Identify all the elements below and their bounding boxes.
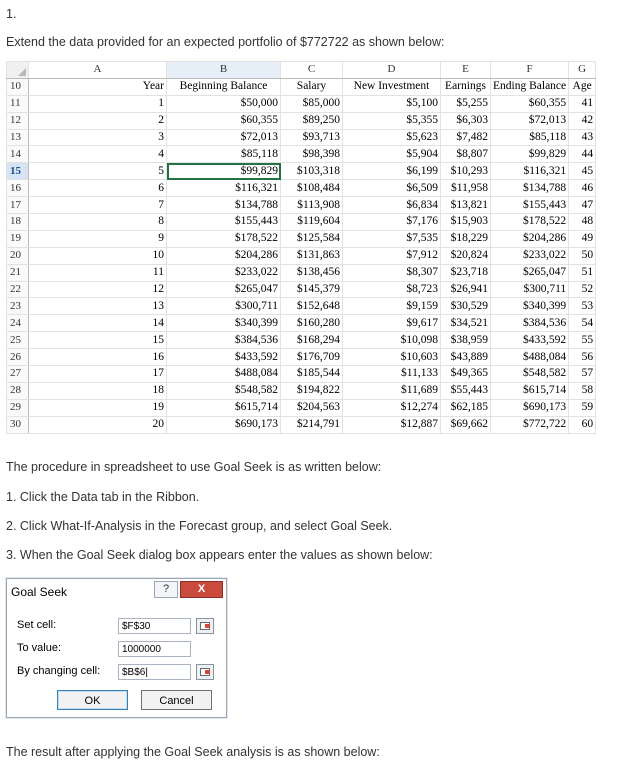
- changing-cell-label: By changing cell:: [17, 665, 101, 677]
- cell-new-investment[interactable]: $9,617: [343, 315, 441, 332]
- cell-ending-balance[interactable]: $433,592: [491, 332, 569, 349]
- collapse-range-icon: [200, 668, 210, 676]
- cell-salary[interactable]: $93,713: [281, 129, 343, 146]
- procedure-intro: The procedure in spreadsheet to use Goal Seek is as written below:: [6, 460, 382, 474]
- cell-new-investment[interactable]: $6,509: [343, 180, 441, 197]
- set-cell-range-button[interactable]: [196, 618, 214, 634]
- row-header[interactable]: 26: [7, 349, 29, 366]
- cell-earnings[interactable]: $38,959: [441, 332, 491, 349]
- cell-salary[interactable]: $214,791: [281, 416, 343, 433]
- cell-beginning-balance[interactable]: $60,355: [167, 112, 281, 129]
- cell-beginning-balance[interactable]: $116,321: [167, 180, 281, 197]
- cell-new-investment[interactable]: $5,623: [343, 129, 441, 146]
- cell-salary[interactable]: $168,294: [281, 332, 343, 349]
- sheet-row: [7, 382, 596, 399]
- cell-salary[interactable]: $145,379: [281, 281, 343, 298]
- sheet-row: [7, 197, 596, 214]
- cell-year[interactable]: 6: [29, 180, 167, 197]
- cell-new-investment[interactable]: $7,912: [343, 247, 441, 264]
- column-header-d[interactable]: D: [343, 62, 441, 79]
- cell-earnings[interactable]: $11,958: [441, 180, 491, 197]
- cell-beginning-balance[interactable]: $134,788: [167, 197, 281, 214]
- cell-salary[interactable]: $176,709: [281, 349, 343, 366]
- cell-year[interactable]: 9: [29, 230, 167, 247]
- row-header[interactable]: 28: [7, 382, 29, 399]
- cell-beginning-balance[interactable]: $50,000: [167, 95, 281, 112]
- cell-new-investment[interactable]: $10,603: [343, 349, 441, 366]
- cell-ending-balance[interactable]: $233,022: [491, 247, 569, 264]
- sheet-row: [7, 399, 596, 416]
- cell-earnings[interactable]: $34,521: [441, 315, 491, 332]
- cell-age[interactable]: 49: [569, 230, 596, 247]
- cell-earnings[interactable]: $7,482: [441, 129, 491, 146]
- column-header-g[interactable]: G: [569, 62, 596, 79]
- cell-ending-balance[interactable]: $134,788: [491, 180, 569, 197]
- cell-earnings[interactable]: $26,941: [441, 281, 491, 298]
- sheet-row: [7, 298, 596, 315]
- cell-year[interactable]: 20: [29, 416, 167, 433]
- cell-earnings[interactable]: $5,255: [441, 95, 491, 112]
- collapse-range-icon: [200, 622, 210, 630]
- cell-salary[interactable]: $152,648: [281, 298, 343, 315]
- step-3: 3. When the Goal Seek dialog box appears enter the values as shown below:: [6, 548, 433, 562]
- cell-ending-balance[interactable]: $116,321: [491, 163, 569, 180]
- cell-beginning-balance[interactable]: $233,022: [167, 264, 281, 281]
- cell-new-investment[interactable]: $8,307: [343, 264, 441, 281]
- cell-new-investment[interactable]: New Investment: [343, 78, 441, 95]
- cell-ending-balance[interactable]: $488,084: [491, 349, 569, 366]
- cell-age[interactable]: 41: [569, 95, 596, 112]
- sheet-row: [7, 230, 596, 247]
- question-number: 1.: [6, 7, 17, 21]
- row-header[interactable]: 30: [7, 416, 29, 433]
- step-1: 1. Click the Data tab in the Ribbon.: [6, 490, 200, 504]
- sheet-row: [7, 112, 596, 129]
- cell-age[interactable]: Age: [569, 78, 596, 95]
- intro-text: Extend the data provided for an expected portfolio of $772722 as shown below:: [6, 35, 445, 49]
- cell-earnings[interactable]: $49,365: [441, 366, 491, 383]
- spreadsheet-grid: [6, 61, 596, 434]
- cell-beginning-balance[interactable]: $72,013: [167, 129, 281, 146]
- row-header[interactable]: 12: [7, 112, 29, 129]
- to-value-input[interactable]: 1000000: [118, 641, 191, 657]
- cell-beginning-balance[interactable]: $488,084: [167, 366, 281, 383]
- cell-ending-balance[interactable]: $340,399: [491, 298, 569, 315]
- cell-beginning-balance[interactable]: $548,582: [167, 382, 281, 399]
- cell-new-investment[interactable]: $7,535: [343, 230, 441, 247]
- row-header[interactable]: 10: [7, 78, 29, 95]
- cell-ending-balance[interactable]: Ending Balance: [491, 78, 569, 95]
- column-header-f[interactable]: F: [491, 62, 569, 79]
- cell-ending-balance[interactable]: $772,722: [491, 416, 569, 433]
- cell-earnings[interactable]: $10,293: [441, 163, 491, 180]
- cell-new-investment[interactable]: $5,100: [343, 95, 441, 112]
- cell-salary[interactable]: $194,822: [281, 382, 343, 399]
- cell-earnings[interactable]: $18,229: [441, 230, 491, 247]
- cell-salary[interactable]: $160,280: [281, 315, 343, 332]
- cell-beginning-balance[interactable]: Beginning Balance: [167, 78, 281, 95]
- row-header[interactable]: 17: [7, 197, 29, 214]
- cell-earnings[interactable]: $69,662: [441, 416, 491, 433]
- row-header[interactable]: 22: [7, 281, 29, 298]
- cell-age[interactable]: 46: [569, 180, 596, 197]
- row-header[interactable]: 27: [7, 366, 29, 383]
- cell-beginning-balance[interactable]: $300,711: [167, 298, 281, 315]
- row-header[interactable]: 11: [7, 95, 29, 112]
- cell-age[interactable]: 50: [569, 247, 596, 264]
- sheet-row: [7, 366, 596, 383]
- cell-salary[interactable]: $204,563: [281, 399, 343, 416]
- cell-earnings[interactable]: $62,185: [441, 399, 491, 416]
- result-text: The result after applying the Goal Seek analysis is as shown below:: [6, 745, 380, 759]
- cell-age[interactable]: 44: [569, 146, 596, 163]
- cell-age[interactable]: 57: [569, 366, 596, 383]
- set-cell-label: Set cell:: [17, 619, 57, 631]
- cell-age[interactable]: 45: [569, 163, 596, 180]
- cell-age[interactable]: 55: [569, 332, 596, 349]
- cell-ending-balance[interactable]: $690,173: [491, 399, 569, 416]
- cell-age[interactable]: 53: [569, 298, 596, 315]
- cell-salary[interactable]: $113,908: [281, 197, 343, 214]
- set-cell-input[interactable]: $F$30: [118, 618, 191, 634]
- sheet-row: [7, 264, 596, 281]
- sheet-row: [7, 78, 596, 95]
- sheet-row: [7, 146, 596, 163]
- close-button[interactable]: X: [180, 581, 223, 598]
- cell-year[interactable]: 11: [29, 264, 167, 281]
- row-header[interactable]: 24: [7, 315, 29, 332]
- cell-age[interactable]: 52: [569, 281, 596, 298]
- cell-ending-balance[interactable]: $155,443: [491, 197, 569, 214]
- cell-new-investment[interactable]: $9,159: [343, 298, 441, 315]
- sheet-row: [7, 315, 596, 332]
- cell-new-investment[interactable]: $6,199: [343, 163, 441, 180]
- column-header-row: [7, 62, 596, 79]
- cell-earnings[interactable]: $23,718: [441, 264, 491, 281]
- cell-ending-balance[interactable]: $615,714: [491, 382, 569, 399]
- cell-new-investment[interactable]: $12,274: [343, 399, 441, 416]
- cell-salary[interactable]: $185,544: [281, 366, 343, 383]
- cell-new-investment[interactable]: $5,904: [343, 146, 441, 163]
- cell-beginning-balance[interactable]: $384,536: [167, 332, 281, 349]
- row-header[interactable]: 13: [7, 129, 29, 146]
- cell-beginning-balance[interactable]: $340,399: [167, 315, 281, 332]
- cell-salary[interactable]: $85,000: [281, 95, 343, 112]
- row-header[interactable]: 29: [7, 399, 29, 416]
- sheet-row: [7, 247, 596, 264]
- row-header[interactable]: 25: [7, 332, 29, 349]
- row-header[interactable]: 16: [7, 180, 29, 197]
- cell-ending-balance[interactable]: $384,536: [491, 315, 569, 332]
- column-header-e[interactable]: E: [441, 62, 491, 79]
- row-header[interactable]: 18: [7, 214, 29, 231]
- sheet-row: [7, 163, 596, 180]
- cell-year[interactable]: 2: [29, 112, 167, 129]
- cell-year[interactable]: 13: [29, 298, 167, 315]
- cell-ending-balance[interactable]: $85,118: [491, 129, 569, 146]
- ok-button[interactable]: OK: [57, 690, 128, 710]
- changing-cell-range-button[interactable]: [196, 664, 214, 680]
- cell-year[interactable]: 8: [29, 214, 167, 231]
- column-header-b[interactable]: B: [167, 62, 281, 79]
- cell-beginning-balance[interactable]: $155,443: [167, 214, 281, 231]
- cell-age[interactable]: 42: [569, 112, 596, 129]
- cell-beginning-balance[interactable]: $615,714: [167, 399, 281, 416]
- cell-ending-balance[interactable]: $204,286: [491, 230, 569, 247]
- column-header-c[interactable]: C: [281, 62, 343, 79]
- cell-earnings[interactable]: $6,303: [441, 112, 491, 129]
- cell-age[interactable]: 56: [569, 349, 596, 366]
- sheet-row: [7, 129, 596, 146]
- row-header[interactable]: 15: [7, 163, 29, 180]
- cell-year[interactable]: 15: [29, 332, 167, 349]
- cell-year[interactable]: 19: [29, 399, 167, 416]
- cell-salary[interactable]: Salary: [281, 78, 343, 95]
- cell-age[interactable]: 58: [569, 382, 596, 399]
- cell-new-investment[interactable]: $10,098: [343, 332, 441, 349]
- to-value-label: To value:: [17, 642, 62, 654]
- cell-new-investment[interactable]: $5,355: [343, 112, 441, 129]
- row-header[interactable]: 23: [7, 298, 29, 315]
- cell-beginning-balance[interactable]: $690,173: [167, 416, 281, 433]
- cell-age[interactable]: 48: [569, 214, 596, 231]
- cell-salary[interactable]: $131,863: [281, 247, 343, 264]
- cell-new-investment[interactable]: $12,887: [343, 416, 441, 433]
- cell-salary[interactable]: $108,484: [281, 180, 343, 197]
- sheet-row: [7, 180, 596, 197]
- column-header-a[interactable]: A: [29, 62, 167, 79]
- cell-beginning-balance[interactable]: $433,592: [167, 349, 281, 366]
- cell-age[interactable]: 47: [569, 197, 596, 214]
- cell-ending-balance[interactable]: $265,047: [491, 264, 569, 281]
- cell-salary[interactable]: $103,318: [281, 163, 343, 180]
- cell-age[interactable]: 43: [569, 129, 596, 146]
- dialog-title: Goal Seek: [11, 585, 68, 599]
- cell-age[interactable]: 51: [569, 264, 596, 281]
- cell-year[interactable]: 1: [29, 95, 167, 112]
- cell-ending-balance[interactable]: $60,355: [491, 95, 569, 112]
- cell-ending-balance[interactable]: $300,711: [491, 281, 569, 298]
- changing-cell-input[interactable]: $B$6|: [118, 664, 191, 680]
- sheet-row: [7, 349, 596, 366]
- help-button[interactable]: ?: [154, 581, 178, 598]
- row-header[interactable]: 19: [7, 230, 29, 247]
- cell-new-investment[interactable]: $6,834: [343, 197, 441, 214]
- cell-ending-balance[interactable]: $178,522: [491, 214, 569, 231]
- sheet-row: [7, 281, 596, 298]
- cell-earnings[interactable]: $8,807: [441, 146, 491, 163]
- cell-year[interactable]: 4: [29, 146, 167, 163]
- cell-salary[interactable]: $119,604: [281, 214, 343, 231]
- cell-ending-balance[interactable]: $99,829: [491, 146, 569, 163]
- cell-beginning-balance[interactable]: $204,286: [167, 247, 281, 264]
- cell-ending-balance[interactable]: $72,013: [491, 112, 569, 129]
- row-header[interactable]: 20: [7, 247, 29, 264]
- cell-year[interactable]: 7: [29, 197, 167, 214]
- cell-new-investment[interactable]: $8,723: [343, 281, 441, 298]
- cell-age[interactable]: 59: [569, 399, 596, 416]
- cell-beginning-balance[interactable]: $99,829: [167, 163, 281, 180]
- sheet-row: [7, 95, 596, 112]
- cell-new-investment[interactable]: $11,689: [343, 382, 441, 399]
- cell-ending-balance[interactable]: $548,582: [491, 366, 569, 383]
- cell-beginning-balance[interactable]: $265,047: [167, 281, 281, 298]
- cell-beginning-balance[interactable]: $178,522: [167, 230, 281, 247]
- cell-age[interactable]: 60: [569, 416, 596, 433]
- cell-year[interactable]: 14: [29, 315, 167, 332]
- cell-salary[interactable]: $98,398: [281, 146, 343, 163]
- cell-earnings[interactable]: $13,821: [441, 197, 491, 214]
- step-2: 2. Click What-If-Analysis in the Forecast group, and select Goal Seek.: [6, 519, 393, 533]
- cell-salary[interactable]: $89,250: [281, 112, 343, 129]
- cell-age[interactable]: 54: [569, 315, 596, 332]
- cell-new-investment[interactable]: $11,133: [343, 366, 441, 383]
- goal-seek-dialog: [6, 578, 227, 718]
- cell-year[interactable]: 18: [29, 382, 167, 399]
- sheet-row: [7, 214, 596, 231]
- cell-year[interactable]: 10: [29, 247, 167, 264]
- cell-beginning-balance[interactable]: $85,118: [167, 146, 281, 163]
- sheet-row: [7, 332, 596, 349]
- cell-earnings[interactable]: Earnings: [441, 78, 491, 95]
- cancel-button[interactable]: Cancel: [141, 690, 212, 710]
- cell-new-investment[interactable]: $7,176: [343, 214, 441, 231]
- row-header[interactable]: 14: [7, 146, 29, 163]
- cell-year[interactable]: 16: [29, 349, 167, 366]
- cell-earnings[interactable]: $20,824: [441, 247, 491, 264]
- cell-earnings[interactable]: $55,443: [441, 382, 491, 399]
- cell-year[interactable]: 3: [29, 129, 167, 146]
- select-all-corner[interactable]: [7, 62, 29, 79]
- cell-year[interactable]: Year: [29, 78, 167, 95]
- sheet-row: [7, 416, 596, 433]
- cell-earnings[interactable]: $15,903: [441, 214, 491, 231]
- cell-earnings[interactable]: $30,529: [441, 298, 491, 315]
- cell-earnings[interactable]: $43,889: [441, 349, 491, 366]
- cell-salary[interactable]: $125,584: [281, 230, 343, 247]
- cell-year[interactable]: 12: [29, 281, 167, 298]
- cell-salary[interactable]: $138,456: [281, 264, 343, 281]
- row-header[interactable]: 21: [7, 264, 29, 281]
- cell-year[interactable]: 5: [29, 163, 167, 180]
- cell-year[interactable]: 17: [29, 366, 167, 383]
